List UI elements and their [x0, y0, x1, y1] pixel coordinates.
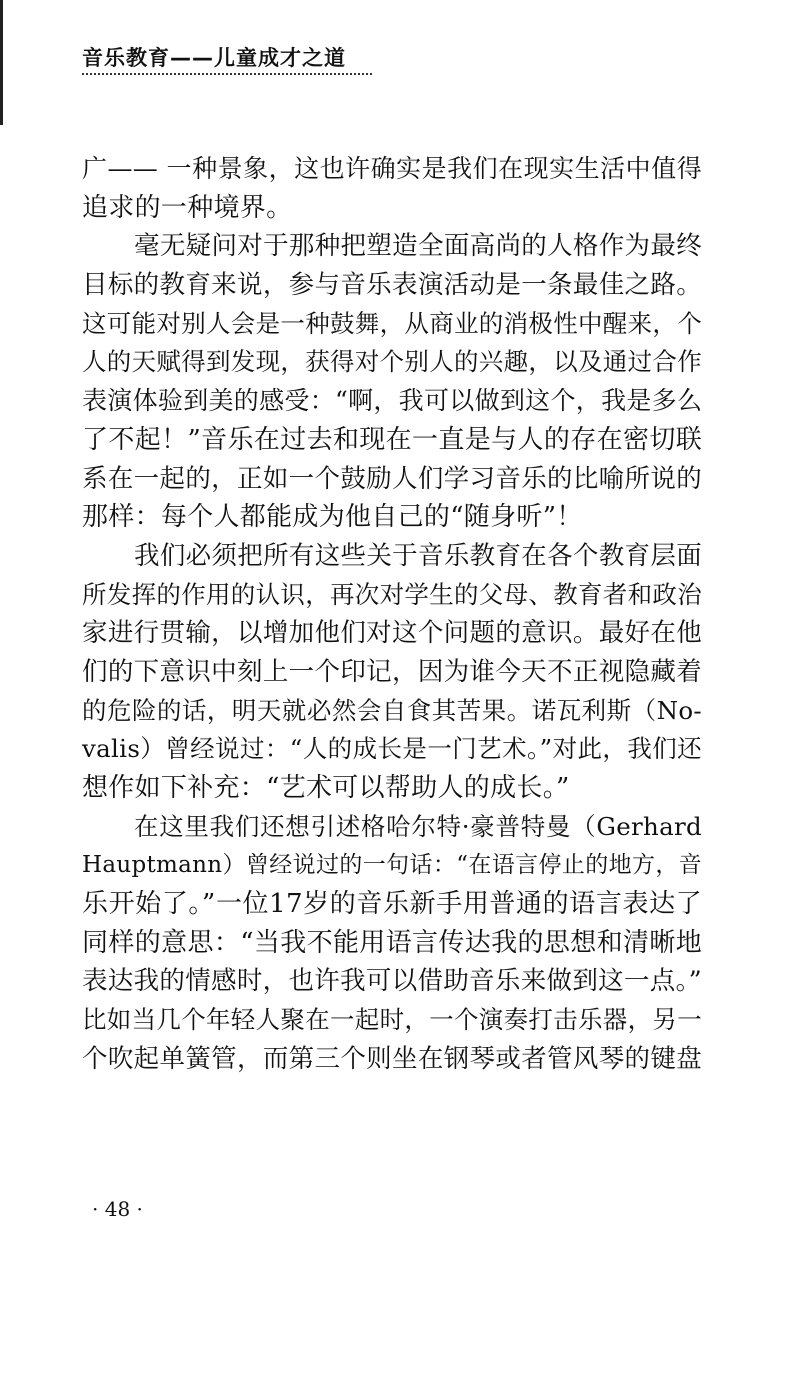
- text-line: valis）曾经说过：“人的成长是一门艺术。”对此，我们还: [82, 734, 702, 764]
- text-line: 们的下意识中刻上一个印记，因为谁今天不正视隐藏着: [82, 656, 702, 687]
- text-line: 那样：每个人都能成为他自己的“随身听”！: [82, 502, 583, 533]
- text-line: 广—— 一种景象，这也许确实是我们在现实生活中值得: [82, 154, 702, 183]
- text-line: 表达我的情感时，也许我可以借助音乐来做到这一点。”: [82, 966, 702, 997]
- text-line: 系在一起的，正如一个鼓励人们学习音乐的比喻所说的: [82, 463, 702, 494]
- page-number: · 48 ·: [92, 1197, 143, 1221]
- text-line: 同样的意思：“当我不能用语言传达我的思想和清晰地: [82, 927, 702, 958]
- text-line: 目标的教育来说，参与音乐表演活动是一条最佳之路。: [82, 270, 702, 301]
- page-edge-shadow: [0, 0, 3, 125]
- text-line: 比如当几个年轻人聚在一起时，一个演奏打击乐器，另一: [82, 1005, 702, 1035]
- text-line: 追求的一种境界。: [82, 192, 293, 223]
- running-head-rule: [82, 73, 372, 75]
- body-text: [82, 150, 702, 1079]
- text-line: 想作如下补充：“艺术可以帮助人的成长。”: [82, 773, 570, 803]
- text-line: 乐开始了。”一位17岁的音乐新手用普通的语言表达了: [82, 889, 702, 920]
- text-line: 所发挥的作用的认识，再次对学生的父母、教育者和政治: [82, 579, 702, 609]
- text-line: 我们必须把所有这些关于音乐教育在各个教育层面: [134, 540, 702, 571]
- text-line: 在这里我们还想引述格哈尔特·豪普特曼（Gerhard: [134, 811, 702, 841]
- text-line: 这可能对别人会是一种鼓舞，从商业的消极性中醒来，个: [82, 308, 702, 338]
- text-line: 家进行贯输，以增加他们对这个问题的意识。最好在他: [82, 618, 702, 649]
- text-line: 的危险的话，明天就必然会自食其苦果。诺瓦利斯（No-: [82, 695, 702, 725]
- text-line: 表演体验到美的感受：“啊，我可以做到这个，我是多么: [82, 386, 703, 416]
- text-line: 了不起！”音乐在过去和现在一直是与人的存在密切联: [82, 424, 702, 455]
- text-line: 人的天赋得到发现，获得对个别人的兴趣，以及通过合作: [82, 347, 702, 377]
- text-line: 毫无疑问对于那种把塑造全面高尚的人格作为最终: [134, 231, 702, 262]
- running-head: 音乐教育——儿童成才之道: [82, 46, 346, 70]
- text-line: Hauptmann）曾经说过的一句话：“在语言停止的地方，音: [82, 852, 702, 879]
- text-line: 个吹起单簧管，而第三个则坐在钢琴或者管风琴的键盘: [82, 1043, 702, 1074]
